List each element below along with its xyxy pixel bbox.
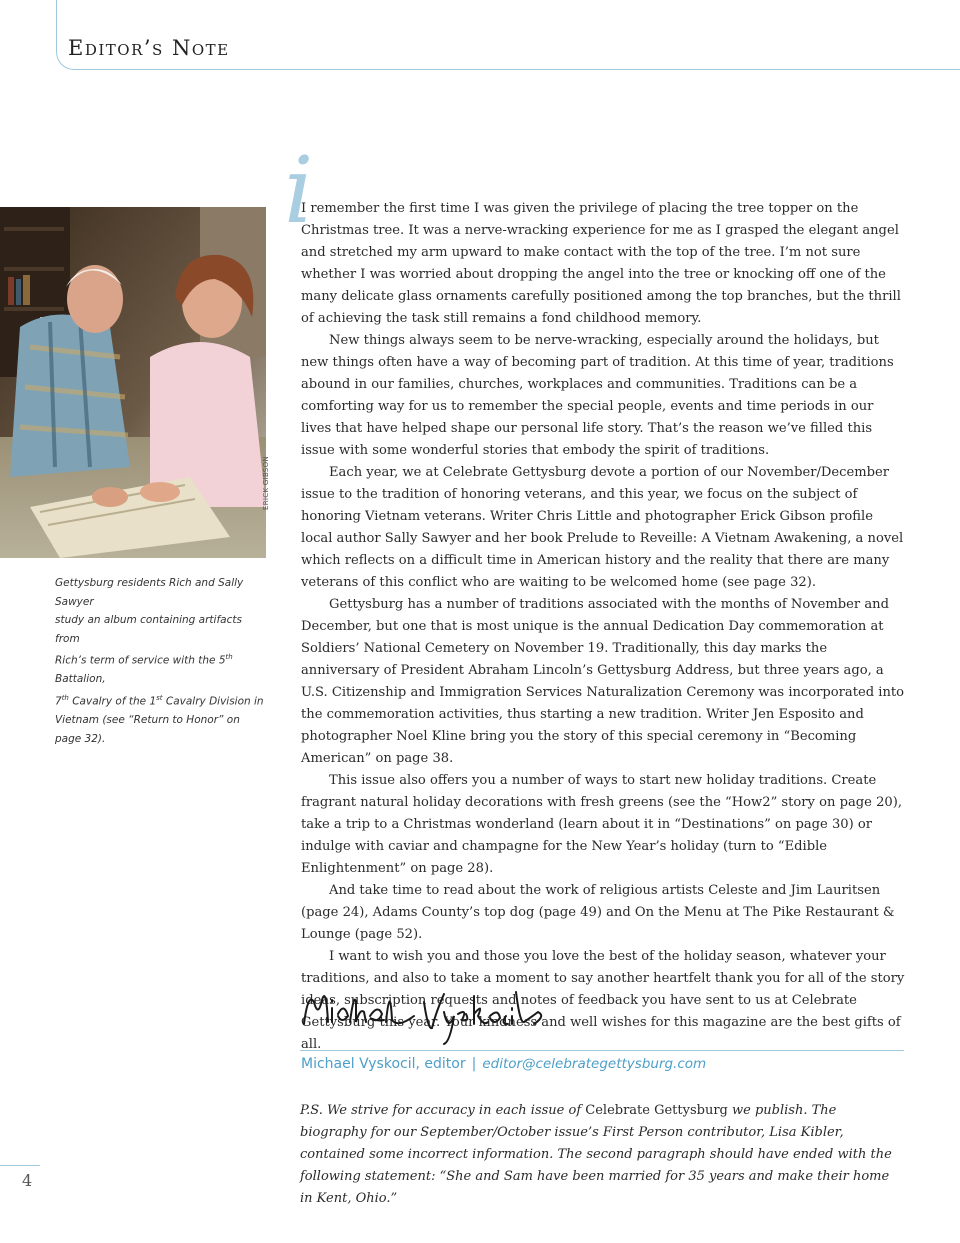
paragraph: Each year, we at Celebrate Gettysburg devote a portion of our November/December issue to the tradition of honoring veterans, and this year, we focus on the subject of honoring Vietnam veterans. Writer Chris Little and photographer Erick Gibson profile local author Sally Sawyer and her book Prelude to Reveille: A Vietnam Awakening, a novel which reflects on a difficult time in American history and the reality that there are many veterans of this conflict who are waiting to be welcomed home (see page 32). xyxy=(301,465,904,590)
section-title: Editor’s Note xyxy=(68,36,230,60)
paragraph: I want to wish you and those you love the best of the holiday season, whatever your traditions, and also to take a moment to say another heartfelt thank you for all of the story ideas, subscription requests and notes of feedback you have sent to us at Celebrate Gettysburg this year. Your kindness and well wishes for this magazine are the best gifts of all. xyxy=(301,949,905,1052)
drop-cap: i xyxy=(284,137,314,244)
handwritten-signature xyxy=(298,972,558,1052)
page-number: 4 xyxy=(22,1171,33,1190)
photo-credit: ERICK GIBSON xyxy=(262,455,270,510)
paragraph: New things always seem to be nerve-wracking, especially around the holidays, but new things often have a way of becoming part of tradition. At this time of year, traditions abound in our families, churches, workplaces and communities. Traditions can be a comforting way for us to remember the special people, events and time periods in our lives that have helped shape our personal life story. That’s the reason we’ve filled this issue with some wonderful stories that embody the spirit of traditions. xyxy=(301,333,894,458)
feature-photo xyxy=(0,207,266,558)
page-number-rule xyxy=(0,1165,40,1166)
editor-email-link[interactable]: editor@celebrategettysburg.com xyxy=(482,1056,707,1072)
editor-byline xyxy=(301,1056,706,1072)
editor-name: Michael Vyskocil, editor xyxy=(301,1056,466,1072)
article-body xyxy=(301,198,906,1056)
paragraph: I remember the first time I was given the privilege of placing the tree topper on the Christmas tree. It was a nerve-wracking experience for me as I grasped the elegant angel and stretched my arm upward to make contact with the top of the tree. I’m not sure whether I was worried about dropping the angel into the tree or knocking off one of the many delicate glass ornaments carefully positioned among the top branches, but the thrill of achieving the task still remains a fond childhood memory. xyxy=(301,201,901,326)
photo-caption: Gettysburg residents Rich and Sally Sawyer study an album containing artifacts from Rich’s term of service with the 5th Battalion, 7th Cavalry of the 1st Cavalry Division in Vietnam (see “Return to Honor” on page 32). xyxy=(55,577,264,745)
paragraph: Gettysburg has a number of traditions associated with the months of November and December, but one that is most unique is the annual Dedication Day commemoration at Soldiers’ National Cemetery on November 19. Traditionally, this day marks the anniversary of President Abraham Lincoln’s Gettysburg Address, but three years ago, a U.S. Citizenship and Immigration Services Naturalization Ceremony was incorporated into the commemoration activities, thus starting a new tradition. Writer Jen Esposito and photographer Noel Kline bring you the story of this special ceremony in “Becoming American” on page 38. xyxy=(301,597,905,766)
paragraph: This issue also offers you a number of ways to start new holiday traditions. Create fragrant natural holiday decorations with fresh greens (see the “How2” story on page 20), take a trip to a Christmas wonderland (learn about it in “Destinations” on page 30) or indulge with caviar and champagne for the New Year’s holiday (turn to “Edible Enlightenment” on page 28). xyxy=(301,773,902,876)
paragraph: And take time to read about the work of religious artists Celeste and Jim Lauritsen (page 24), Adams County’s top dog (page 49) and On the Menu at The Pike Restaurant & Lounge (page 52). xyxy=(301,883,895,942)
byline-separator: | xyxy=(471,1056,477,1072)
signature-rule xyxy=(300,1050,904,1051)
postscript: P.S. We strive for accuracy in each issue of Celebrate Gettysburg we publish. The biography for our September/October issue’s First Person contributor, Lisa Kibler, contained some incorrect information. The second paragraph should have ended with the following statement: “She and Sam have been married for 35 years and make their home in Kent, Ohio.” xyxy=(300,1103,892,1206)
